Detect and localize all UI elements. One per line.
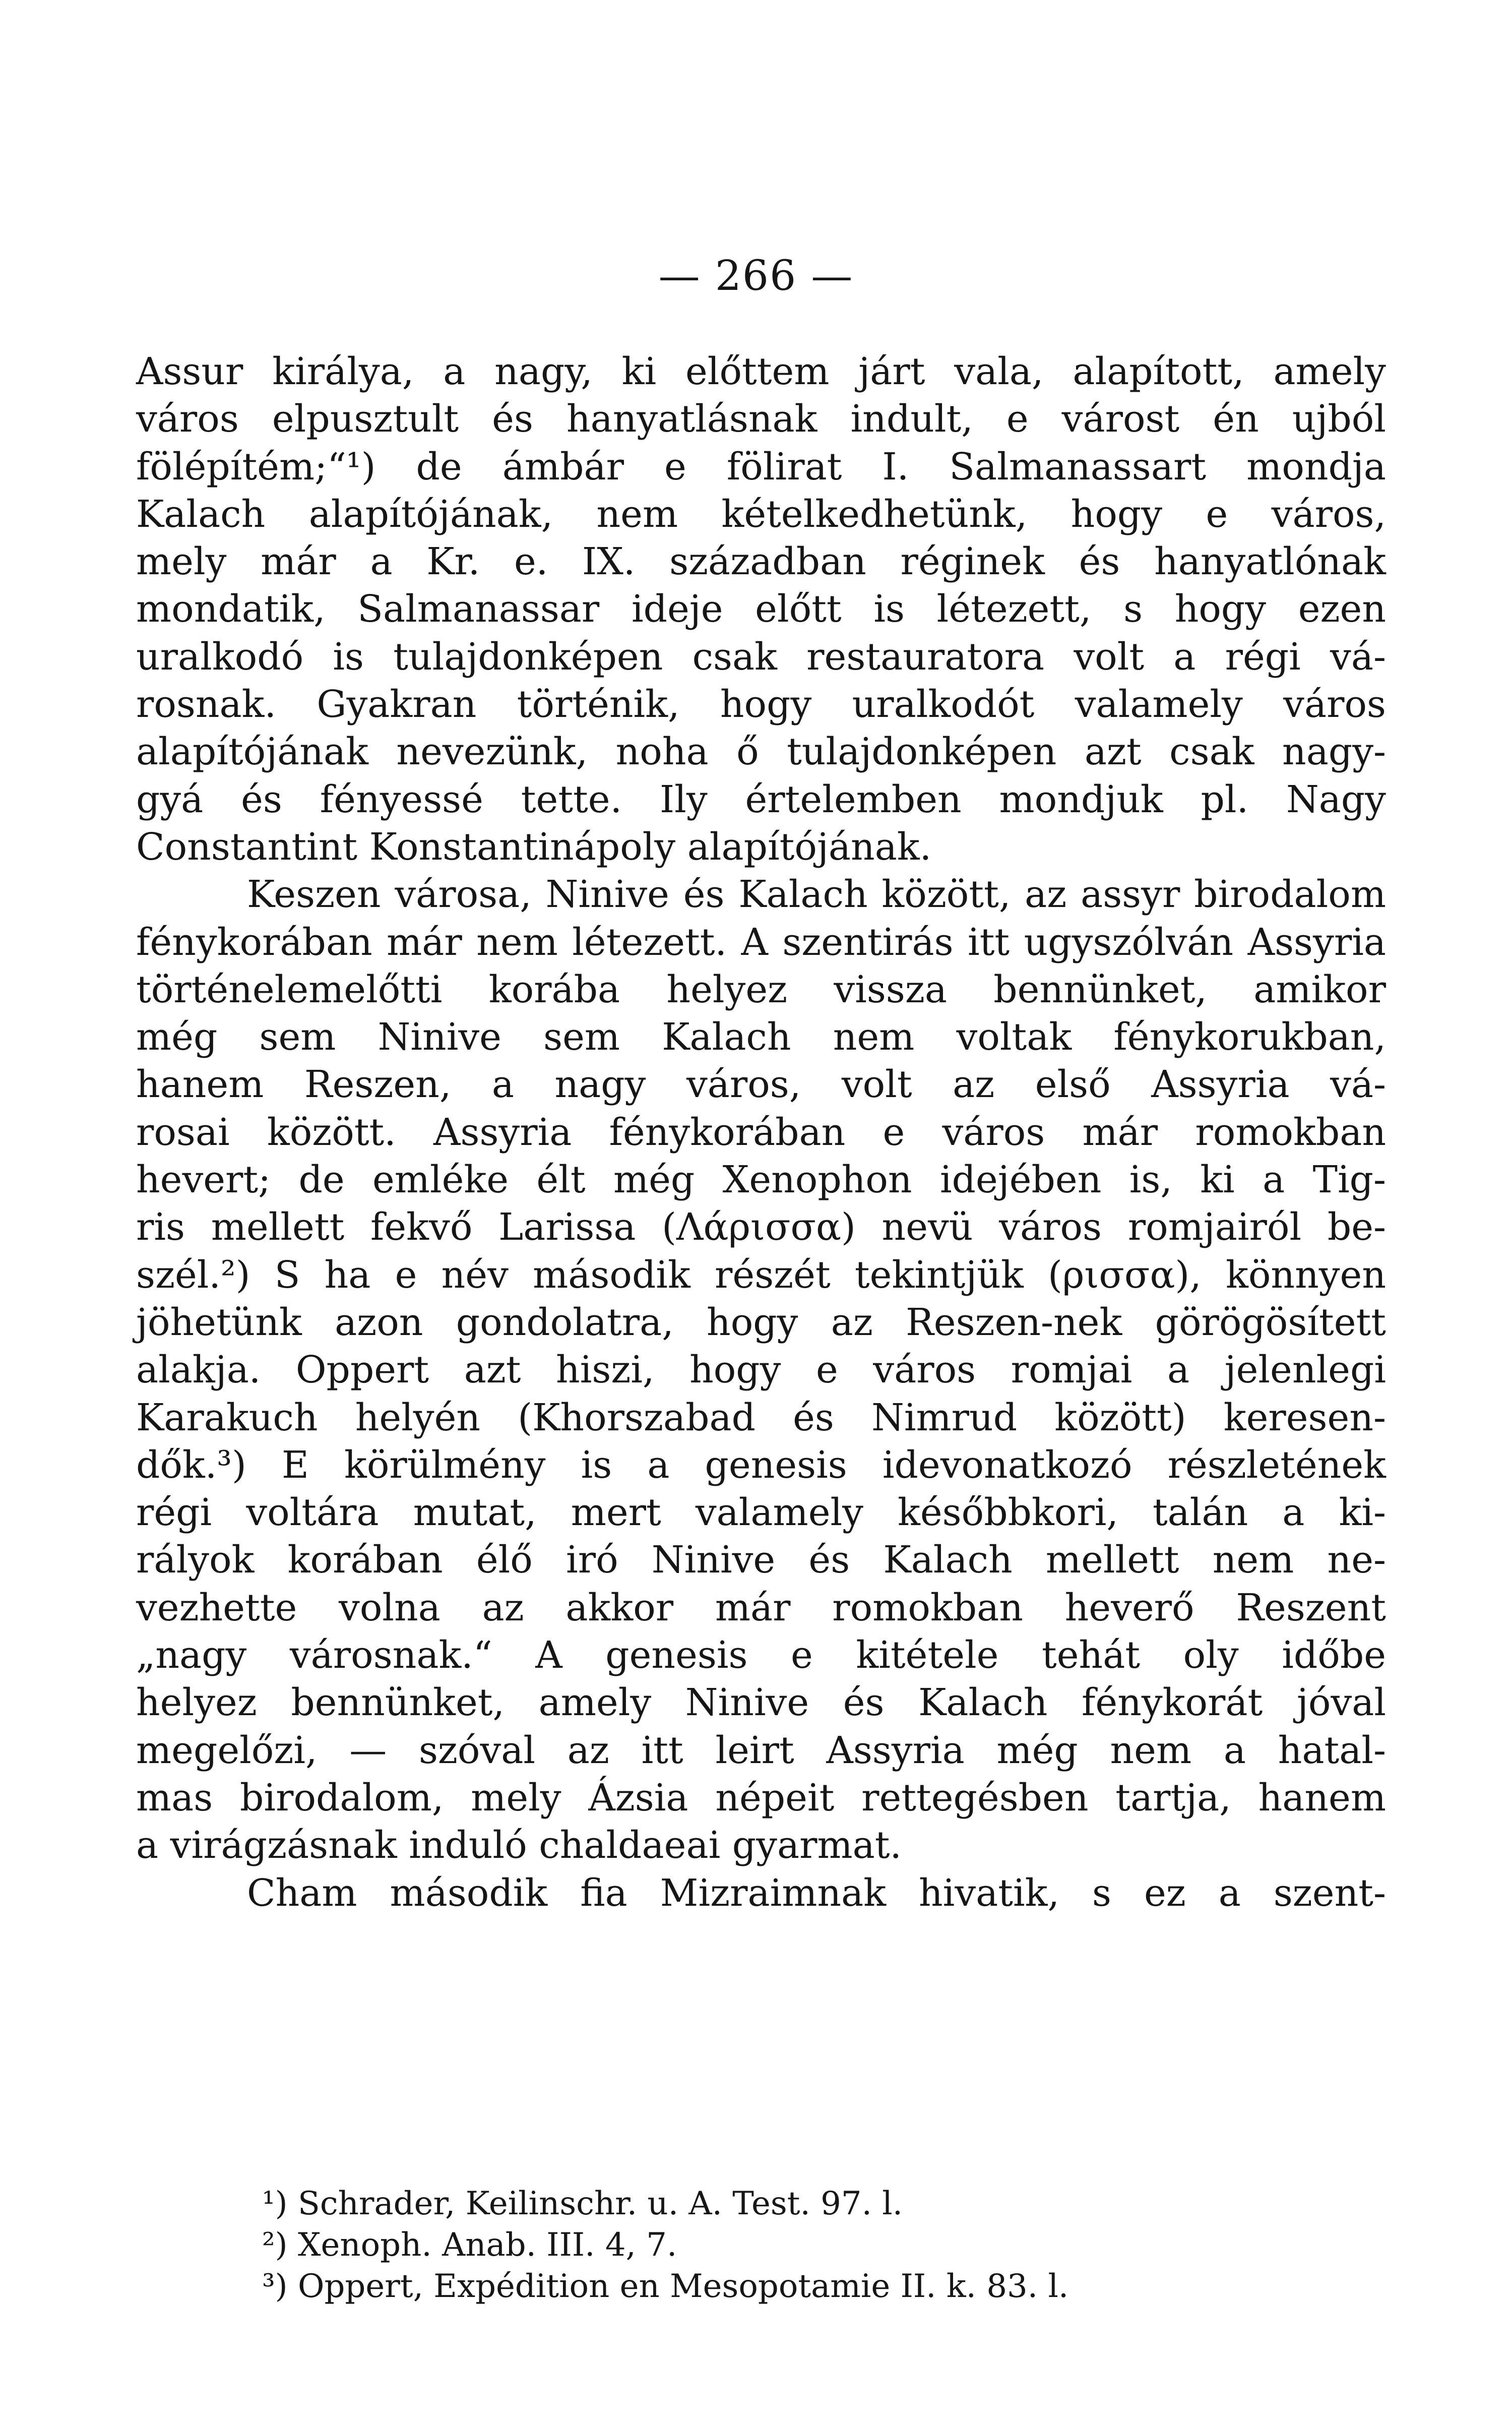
text-line: ris mellett fekvő Larissa (Λάρισσα) nevü város romjairól be- (136, 1205, 1386, 1249)
text-line: gyá és fényessé tette. Ily értelemben mondjuk pl. Nagy (136, 777, 1386, 821)
text-line: dők.³) E körülmény is a genesis idevonatkozó részletének (136, 1443, 1386, 1487)
text-line: alakja. Oppert azt hiszi, hogy e város romjai a jelenlegi (136, 1348, 1386, 1392)
text-line: Assur királya, a nagy, ki előttem járt vala, alapított, amely (136, 350, 1386, 393)
footnotes (262, 2183, 1371, 2307)
text-line: Karakuch helyén (Khorszabad és Nimrud között) keresen- (136, 1396, 1386, 1439)
text-line: rosai között. Assyria fénykorában e város már romokban (136, 1110, 1386, 1154)
footnote: ³) Oppert, Expédition en Mesopotamie II. k. 83. l. (262, 2268, 1069, 2305)
paragraph (136, 348, 1386, 871)
text-line: rosnak. Gyakran történik, hogy uralkodót valamely város (136, 683, 1386, 727)
footnote: ¹) Schrader, Keilinschr. u. A. Test. 97. l. (262, 2185, 903, 2222)
text-line: város elpusztult és hanyatlásnak indult, e várost én ujból (136, 397, 1386, 441)
text-line: helyez bennünket, amely Ninive és Kalach fénykorát jóval (136, 1681, 1386, 1725)
text-line: Cham második fia Mizraimnak hivatik, s ez a szent- (247, 1871, 1386, 1915)
text-line: hevert; de emléke élt még Xenophon idejében is, ki a Tig- (136, 1158, 1386, 1202)
text-line: jöhetünk azon gondolatra, hogy az Reszen-nek görögösített (136, 1300, 1386, 1344)
footnote: ²) Xenoph. Anab. III. 4, 7. (262, 2226, 677, 2264)
paragraph (136, 1869, 1386, 1917)
text-line: uralkodó is tulajdonképen csak restauratora volt a régi vá- (136, 635, 1386, 679)
text-line: mely már a Kr. e. IX. században réginek és hanyatlónak (136, 540, 1386, 584)
text-line: szél.²) S ha e név második részét tekintjük (ρισσα), könnyen (136, 1253, 1386, 1297)
text-line: Kalach alapítójának, nem kételkedhetünk, hogy e város, (136, 492, 1386, 536)
page-number: — 266 — (658, 252, 854, 300)
body-text (136, 348, 1386, 1917)
text-line: mas birodalom, mely Ázsia népeit rettegésben tartja, hanem (136, 1776, 1386, 1820)
text-line: történelemelőtti korába helyez vissza bennünket, amikor (136, 967, 1386, 1011)
text-line: a virágzásnak induló chaldaeai gyarmat. (136, 1824, 902, 1867)
text-line: még sem Ninive sem Kalach nem voltak fénykorukban, (136, 1015, 1386, 1059)
text-line: „nagy városnak.“ A genesis e kitétele tehát oly időbe (136, 1634, 1386, 1677)
text-line: Constantint Konstantinápoly alapítójának. (136, 825, 932, 869)
text-line: régi voltára mutat, mert valamely későbbkori, talán a ki- (136, 1491, 1386, 1535)
text-line: alapítójának nevezünk, noha ő tulajdonképen azt csak nagy- (136, 730, 1386, 774)
text-line: rályok korában élő iró Ninive és Kalach mellett nem ne- (136, 1538, 1386, 1582)
text-line: mondatik, Salmanassar ideje előtt is létezett, s hogy ezen (136, 587, 1386, 631)
text-line: Keszen városa, Ninive és Kalach között, az assyr birodalom (247, 873, 1386, 917)
text-line: vezhette volna az akkor már romokban heverő Reszent (136, 1586, 1386, 1629)
text-line: fénykorában már nem létezett. A szentirás itt ugyszólván Assyria (136, 920, 1386, 964)
paragraph (136, 871, 1386, 1869)
text-line: megelőzi, — szóval az itt leirt Assyria még nem a hatal- (136, 1728, 1386, 1772)
text-line: hanem Reszen, a nagy város, volt az első Assyria vá- (136, 1063, 1386, 1107)
text-line: fölépítém;“¹) de ámbár e fölirat I. Salmanassart mondja (136, 445, 1386, 489)
